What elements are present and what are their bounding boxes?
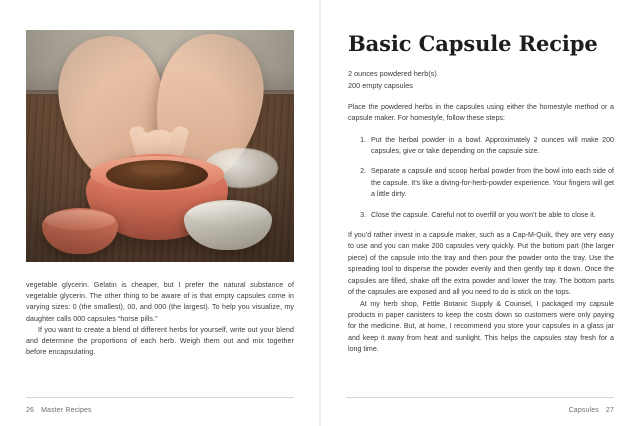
recipe-intro: Place the powdered herbs in the capsules using either the homestyle method or a capsule maker. For homestyle, follow these steps: [348, 102, 614, 123]
recipe-closing [348, 230, 614, 355]
right-page-number: 27 [605, 407, 614, 414]
page-title: Basic Capsule Recipe [348, 31, 598, 56]
photo-vignette [26, 30, 294, 262]
paragraph: If you want to create a blend of different herbs for yourself, write out your blend and determine the proportions of each herb. Weigh them out and mix together before encapsulating. [26, 325, 294, 357]
left-footer-rule [26, 397, 294, 398]
ingredient-item: 2 ounces powdered herb(s) [348, 69, 437, 78]
paragraph: If you’d rather invest in a capsule maker, such as a Cap-M-Quik, they are very easy to use and you can make 200 capsules very quickly. Put the bottom part (the larger piece) of the capsule into the tray and then pour the powder onto the tray. Use the spreading tool to disperse the powder evenly and then gently tap it down. Once the capsules are filled, shake off the extra powder and lower the tray. The bottom parts of the capsules are exposed and all you need to do is stick on the tops. [348, 231, 614, 297]
paragraph: vegetable glycerin. Gelatin is cheaper, but I prefer the natural substance of vegetable glycerin. The other thing to be aware of is that empty capsules come in varying sizes: 0 (the smallest), 00, and 000 (the largest). To help you visualize, my daughter calls 000 capsules “horse pills.” [26, 281, 294, 323]
recipe-step: 1. Put the herbal powder in a bowl. Approximately 2 ounces will make 200 capsules, give or take depending on the capsule size. [368, 135, 614, 158]
left-page-number: 26 [26, 407, 35, 414]
left-page-footer [26, 407, 92, 414]
recipe-step: 3. Close the capsule. Careful not to overfill or you won’t be able to close it. [368, 210, 614, 221]
right-footer-section: Capsules [568, 407, 599, 414]
ingredient-item: 200 empty capsules [348, 81, 413, 91]
right-footer-rule [346, 397, 614, 398]
paragraph: At my herb shop, Fettle Botanic Supply & Counsel, I packaged my capsule products in paper canisters to keep the costs down so customers were only paying for the medicine. But, at home, I recommend you store your capsules in a glass jar and keep it away from heat and sunlight. This helps the capsules stay fresh for a long time. [348, 299, 614, 354]
recipe-photo [26, 30, 294, 262]
right-page-footer [569, 407, 614, 414]
left-footer-section: Master Recipes [41, 407, 92, 414]
left-page-body [26, 280, 294, 358]
recipe-steps [348, 135, 614, 221]
recipe-step: 2. Separate a capsule and scoop herbal powder from the bowl into each side of the capsule. It’s like a diving-for-herb-powder experience. Your fingers will get a little dirty. [368, 166, 614, 200]
right-page [320, 0, 640, 426]
